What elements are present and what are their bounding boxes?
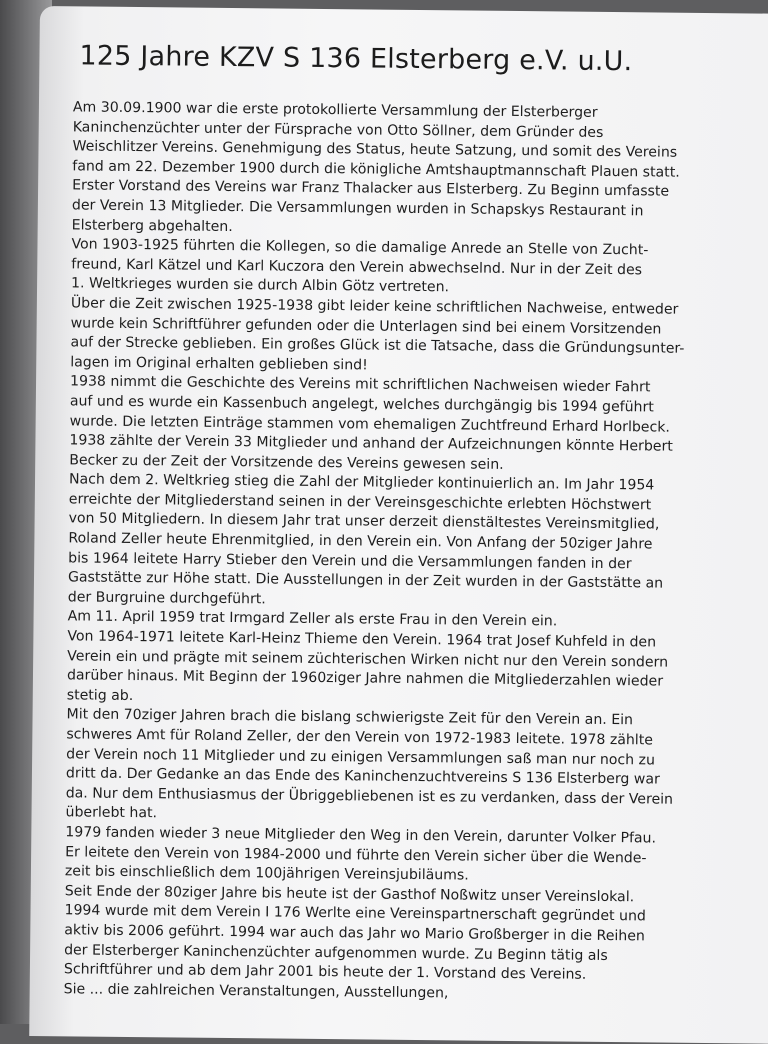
text-line: der Burgruine durchgeführt.: [67, 589, 266, 608]
text-line: Am 30.09.1900 war die erste protokollierte Versammlung der Elsterberger: [72, 99, 598, 121]
text-line: schweres Amt für Roland Zeller, der den Verein von 1972-1983 leitete. 1978 zählte: [66, 726, 654, 749]
text-line: der Elsterberger Kaninchenzüchter aufgenommen wurde. Zu Beginn tätig als: [64, 941, 608, 964]
text-line: zeit bis einschließlich dem 100jährigen Vereinsjubiläums.: [64, 863, 469, 884]
text-line: auf der Strecke geblieben. Ein großes Glück ist die Tatsache, dass die Gründungsunter-: [70, 334, 685, 357]
text-line: bis 1964 leitete Harry Stieber den Verein und die Versammlungen fanden in der: [68, 549, 632, 572]
text-line: Mit den 70ziger Jahren brach die bislang schwierigste Zeit für den Verein an. Ein: [66, 706, 634, 729]
text-line: da. Nur dem Enthusiasmus der Übriggebliebenen ist es zu verdanken, dass der Verein: [65, 785, 674, 808]
text-line: dritt da. Der Gedanke an das Ende des Kaninchenzuchtvereins S 136 Elsterberg war: [65, 765, 660, 788]
text-line: Seit Ende der 80ziger Jahre bis heute ist der Gasthof Noßwitz unser Vereinslokal.: [64, 883, 635, 906]
text-line: Am 11. April 1959 trat Irmgard Zeller als erste Frau in den Verein ein.: [67, 608, 558, 630]
text-line: Von 1964-1971 leitete Karl-Heinz Thieme den Verein. 1964 trat Josef Kuhfeld in den: [67, 628, 657, 651]
text-line: aktiv bis 2006 geführt. 1994 war auch das Jahr wo Mario Großberger in die Reihen: [64, 922, 645, 945]
text-line: der Verein noch 11 Mitglieder und zu einigen Versammlungen saß man nur noch zu: [66, 745, 656, 769]
page-title: 125 Jahre KZV S 136 Elsterberg e.V. u.U.: [79, 40, 633, 78]
text-line: Erster Vorstand des Vereins war Franz Thalacker aus Elsterberg. Zu Beginn umfasste: [72, 177, 670, 200]
text-line: Von 1903-1925 führten die Kollegen, so die damalige Anrede an Stelle von Zucht-: [71, 236, 649, 259]
text-line: von 50 Mitgliedern. In diesem Jahr trat unser derzeit dienstältestes Vereinsmitglied,: [68, 510, 660, 533]
text-line: überlebt hat.: [65, 804, 158, 822]
document-page: [29, 6, 768, 1044]
text-line: 1994 wurde mit dem Verein I 176 Werlte eine Vereinspartnerschaft gegründet und: [64, 902, 646, 925]
text-line: stetig ab.: [66, 687, 134, 704]
text-line: lagen im Original erhalten geblieben sind!: [70, 354, 368, 374]
text-line: Kaninchenzüchter unter der Fürsprache von Otto Söllner, dem Gründer des: [72, 118, 604, 141]
text-line: Sie ... die zahlreichen Veranstaltungen, Ausstellungen,: [63, 981, 449, 1002]
text-line: 1938 nimmt die Geschichte des Vereins mit schriftlichen Nachweisen wieder Fahrt: [69, 373, 651, 396]
body-text: [64, 98, 768, 1007]
text-line: wurde kein Schriftführer gefunden oder die Unterlagen sind bei einem Vorsitzenden: [70, 314, 662, 338]
text-line: 1. Weltkrieges wurden sie durch Albin Götz vertreten.: [71, 275, 450, 296]
text-line: Gaststätte zur Höhe statt. Die Ausstellungen in der Zeit wurden in der Gaststätte an: [67, 569, 664, 592]
text-line: Schriftführer und ab dem Jahr 2001 bis heute der 1. Vorstand des Vereins.: [63, 961, 587, 983]
text-line: Roland Zeller heute Ehrenmitglied, in den Verein ein. Von Anfang der 50ziger Jahre: [68, 530, 653, 553]
text-line: darüber hinaus. Mit Beginn der 1960ziger Jahre nahmen die Mitgliederzahlen wieder: [66, 667, 664, 690]
text-line: 1938 zählte der Verein 33 Mitglieder und anhand der Aufzeichnungen könnte Herbert: [69, 432, 673, 455]
text-line: auf und es wurde ein Kassenbuch angelegt, welches durchgängig bis 1994 geführt: [69, 393, 654, 416]
text-line: der Verein 13 Mitglieder. Die Versammlungen wurden in Schapskys Restaurant in: [71, 197, 644, 220]
text-line: Er leitete den Verein von 1984-2000 und führte den Verein sicher über die Wende-: [65, 843, 647, 866]
text-line: freund, Karl Kätzel und Karl Kuczora den Verein abwechselnd. Nur in der Zeit des: [71, 256, 643, 279]
text-line: Über die Zeit zwischen 1925-1938 gibt leider keine schriftlichen Nachweise, entweder: [70, 295, 679, 318]
text-line: fand am 22. Dezember 1900 durch die königliche Amtshauptmannschaft Plauen statt.: [72, 158, 680, 181]
text-line: Elsterberg abgehalten.: [71, 216, 233, 235]
text-line: 1979 fanden wieder 3 neue Mitglieder den Weg in den Verein, darunter Volker Pfau.: [65, 824, 657, 847]
text-line: Becker zu der Zeit der Vorsitzende des Vereins gewesen sein.: [69, 452, 504, 473]
text-line: Verein ein und prägte mit seinem züchterischen Wirken nicht nur den Verein sondern: [67, 647, 669, 671]
text-line: wurde. Die letzten Einträge stammen vom ehemaligen Zuchtfreund Erhard Horlbeck.: [69, 412, 671, 436]
text-line: Weischlitzer Vereins. Genehmigung des Status, heute Satzung, und somit des Vereins: [72, 138, 678, 161]
text-line: erreichte der Mitgliederstand seinen in der Vereinsgeschichte erlebten Höchstwert: [68, 491, 652, 514]
text-line: Nach dem 2. Weltkrieg stieg die Zahl der Mitglieder kontinuierlich an. Im Jahr 1954: [68, 471, 655, 494]
